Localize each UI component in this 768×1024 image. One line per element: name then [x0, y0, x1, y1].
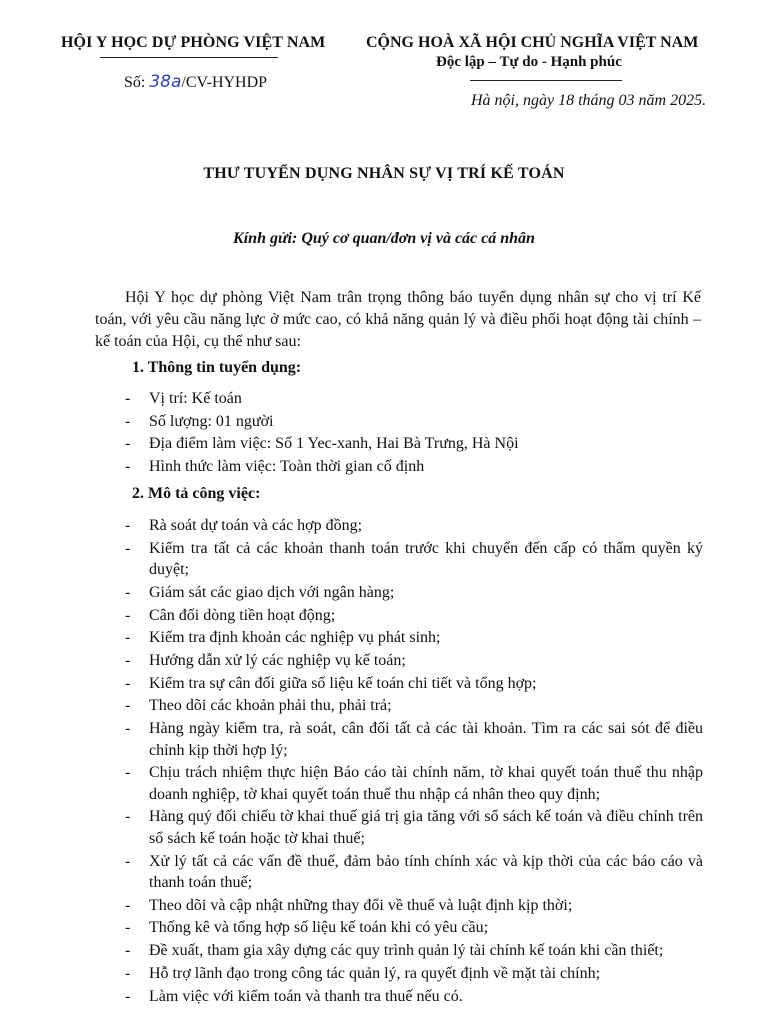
list-item: - Rà soát dự toán và các hợp đồng; [125, 517, 363, 534]
list-item: - Hình thức làm việc: Toàn thời gian cố định [125, 457, 425, 475]
list-item: - Địa điểm làm việc: Số 1 Yec-xanh, Hai Bà Trưng, Hà Nội [125, 435, 519, 452]
organization-underline [100, 57, 278, 58]
list-item: - Kiểm tra tất cả các khoản thanh toán trước khi chuyển đến cấp có thẩm quyền ký duyệt; [125, 539, 703, 579]
list-item: - Theo dõi các khoản phải thu, phải trả; [125, 697, 392, 715]
list-item: - Chịu trách nhiệm thực hiện Báo cáo tài chính năm, tờ khai quyết toán thuế thu nhập doanh nghiệp, tờ khai quyết toán thuế thu nhập cá nhân theo quy định; [125, 764, 703, 803]
doc-number-suffix: /CV-HYHDP [181, 74, 268, 91]
list-item: - Hàng ngày kiểm tra, rà soát, cân đối tất cả các tài khoản. Tìm ra các sai sót để điều chỉnh kịp thời hợp lý; [125, 720, 703, 759]
list-item: - Hàng quý đối chiếu tờ khai thuế giá trị gia tăng với sổ sách kế toán và điều chỉnh trên sổ sách kế toán hoặc tờ khai thuế; [125, 808, 703, 847]
greeting-line: Kính gửi: Quý cơ quan/đơn vị và các cá nhân [233, 230, 535, 247]
document-date: Hà nội, ngày 18 tháng 03 năm 2025. [471, 92, 707, 109]
doc-number-handwritten: 38a [149, 72, 182, 92]
list-item: - Hướng dẫn xử lý các nghiệp vụ kế toán; [125, 651, 406, 669]
list-item: - Thống kê và tổng hợp số liệu kế toán khi có yêu cầu; [125, 919, 489, 937]
national-motto: Độc lập – Tự do - Hạnh phúc [436, 54, 622, 70]
organization-name: HỘI Y HỌC DỰ PHÒNG VIỆT NAM [61, 34, 326, 51]
motto-underline [470, 80, 622, 81]
recruitment-info-list [95, 388, 703, 478]
document-number [124, 72, 267, 92]
list-item: - Kiểm tra sự cân đối giữa số liệu kế toán chi tiết và tổng hợp; [125, 674, 537, 692]
section-heading-job-description: 2. Mô tả công việc: [132, 485, 261, 502]
list-item: - Xử lý tất cả các vấn đề thuế, đảm bảo tính chính xác và kịp thời của các báo cáo và thanh toán thuế; [125, 852, 703, 892]
list-item: - Đề xuất, tham gia xây dựng các quy trình quản lý tài chính kế toán khi cần thiết; [125, 942, 664, 960]
document-title: THƯ TUYỂN DỤNG NHÂN SỰ VỊ TRÍ KẾ TOÁN [203, 165, 565, 182]
list-item: - Cân đối dòng tiền hoạt động; [125, 606, 336, 624]
list-item: - Theo dõi và cập nhật những thay đổi về thuế và luật định kịp thời; [125, 896, 573, 914]
list-item: - Kiểm tra định khoản các nghiệp vụ phát sinh; [125, 629, 441, 647]
list-item: - Hỗ trợ lãnh đạo trong công tác quản lý, ra quyết định về mặt tài chính; [125, 964, 601, 982]
section-heading-recruitment-info: 1. Thông tin tuyển dụng: [132, 359, 302, 376]
doc-number-prefix: Số: [124, 74, 150, 91]
list-item: - Làm việc với kiểm toán và thanh tra thuế nếu có. [125, 987, 463, 1005]
intro-paragraph: Hội Y học dự phòng Việt Nam trân trọng thông báo tuyển dụng nhân sự cho vị trí Kế toán, với yêu cầu năng lực ở mức cao, có khả năng quản lý và điều phối hoạt động tài chính – kế toán của Hội, cụ thể như sau: [95, 289, 701, 350]
list-item: - Vị trí: Kế toán [125, 390, 242, 407]
nation-title: CỘNG HOÀ XÃ HỘI CHỦ NGHĨA VIỆT NAM [366, 34, 699, 51]
list-item: - Số lượng: 01 người [125, 412, 274, 430]
job-description-list [95, 515, 703, 1008]
list-item: - Giám sát các giao dịch với ngân hàng; [125, 583, 395, 601]
